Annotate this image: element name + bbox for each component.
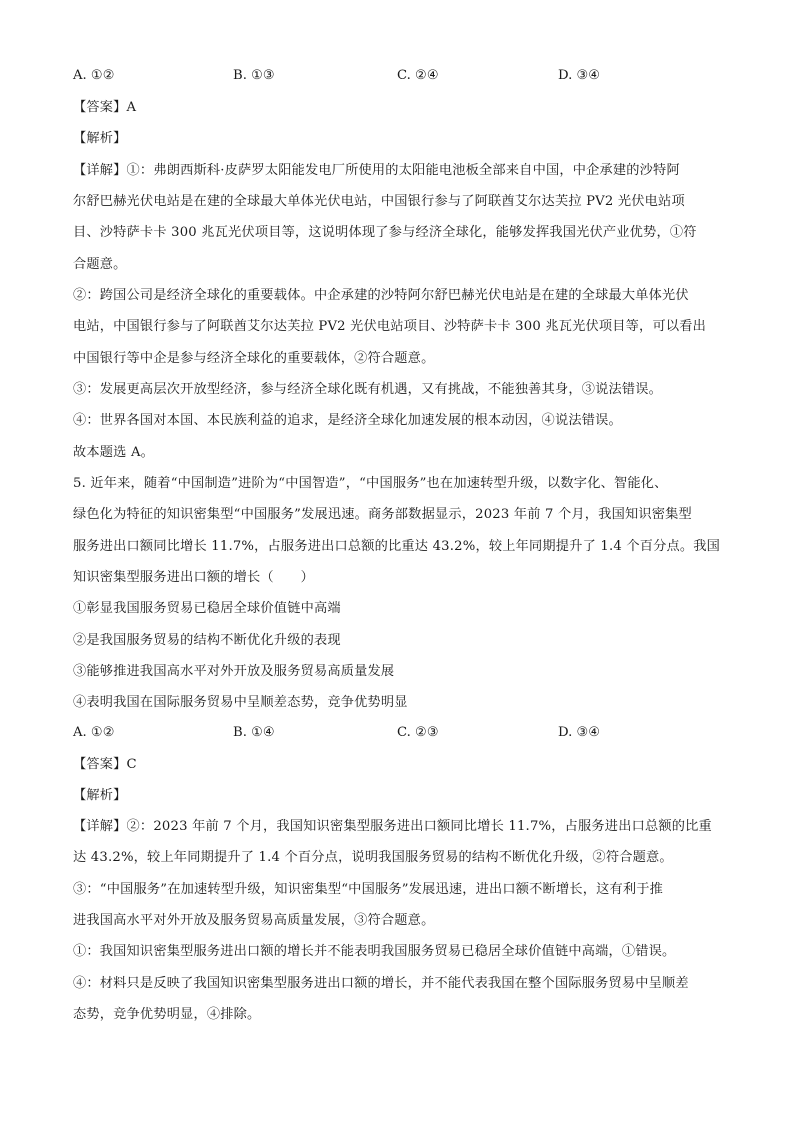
q5-stem-line: 5. 近年来，随着“中国制造”进阶为“中国智造”，“中国服务”也在加速转型升级，以数字化、智能化、 [73,476,668,491]
q5-analysis-line: 态势，竞争优势明显，④排除。 [73,1007,261,1022]
q5-stem-line: 知识密集型服务进出口额的增长（ ） [73,570,314,585]
q5-analysis-line: ③：“中国服务”在加速转型升级，知识密集型“中国服务”发展迅速，进出口额不断增长，这有利于推 [73,882,664,897]
q5-analysis-line: ①：我国知识密集型服务进出口额的增长并不能表明我国服务贸易已稳居全球价值链中高端，①错误。 [73,944,676,959]
q4-analysis-line: ②：跨国公司是经济全球化的重要载体。中企承建的沙特阿尔舒巴赫光伏电站是在建的全球最大单体光伏 [73,288,689,303]
q4-analysis-line: 电站，中国银行参与了阿联酋艾尔达芙拉 PV2 光伏电站项目、沙特萨卡卡 300 兆瓦光伏项目等，可以看出 [73,319,706,334]
q4-analysis-line: ④：世界各国对本国、本民族利益的追求，是经济全球化加速发展的根本动因，④说法错误。 [73,413,622,428]
q5-option-c: C. ②③ [397,725,439,740]
q5-stem-line: 服务进出口额同比增长 11.7%，占服务进出口总额的比重达 43.2%，较上年同期提升了 1.4 个百分点。我国 [73,539,721,554]
q4-answer: 【答案】A [73,100,137,115]
q5-options [73,724,733,742]
q5-analysis-line: ④：材料只是反映了我国知识密集型服务进出口额的增长，并不能代表我国在整个国际服务贸易中呈顺差 [73,976,689,991]
q4-analysis-label: 【解析】 [73,131,127,146]
q5-option-b: B. ①④ [233,725,275,740]
q4-analysis-line: 合题意。 [73,257,127,272]
q5-answer: 【答案】C [73,757,137,772]
q4-analysis-line: 尔舒巴赫光伏电站是在建的全球最大单体光伏电站，中国银行参与了阿联酋艾尔达芙拉 PV2 光伏电站项 [73,194,685,209]
q5-stem-line: 绿色化为特征的知识密集型“中国服务”发展迅速。商务部数据显示，2023 年前 7 个月，我国知识密集型 [73,507,692,522]
q5-analysis-line: 进我国高水平对外开放及服务贸易高质量发展，③符合题意。 [73,913,435,928]
q4-option-b: B. ①③ [233,68,275,83]
q5-statement: ②是我国服务贸易的结构不断优化升级的表现 [73,633,341,648]
q4-option-c: C. ②④ [397,68,439,83]
q5-statement: ④表明我国在国际服务贸易中呈顺差态势，竞争优势明显 [73,695,408,710]
q5-analysis-line: 【详解】②：2023 年前 7 个月，我国知识密集型服务进出口额同比增长 11.7%，占服务进出口总额的比重 [73,819,712,834]
q5-statement: ①彰显我国服务贸易已稳居全球价值链中高端 [73,601,341,616]
q4-options [73,67,733,85]
q4-analysis-line: 中国银行等中企是参与经济全球化的重要载体，②符合题意。 [73,351,435,366]
q5-analysis-line: 达 43.2%，较上年同期提升了 1.4 个百分点，说明我国服务贸易的结构不断优化升级，②符合题意。 [73,850,673,865]
q4-analysis-line: 【详解】①：弗朗西斯科·皮萨罗太阳能发电厂所使用的太阳能电池板全部来自中国，中企承建的沙特阿 [73,163,680,178]
q4-option-d: D. ③④ [558,68,601,83]
q5-option-d: D. ③④ [558,725,601,740]
q5-analysis-label: 【解析】 [73,788,127,803]
q5-option-a: A. ①② [73,725,115,740]
q4-conclusion: 故本题选 A。 [73,445,155,460]
q4-analysis-line: ③：发展更高层次开放型经济，参与经济全球化既有机遇，又有挑战，不能独善其身，③说法错误。 [73,382,663,397]
q4-option-a: A. ①② [73,68,115,83]
q4-analysis-line: 目、沙特萨卡卡 300 兆瓦光伏项目等，这说明体现了参与经济全球化，能够发挥我国光伏产业优势，①符 [73,225,697,240]
q5-statement: ③能够推进我国高水平对外开放及服务贸易高质量发展 [73,664,395,679]
